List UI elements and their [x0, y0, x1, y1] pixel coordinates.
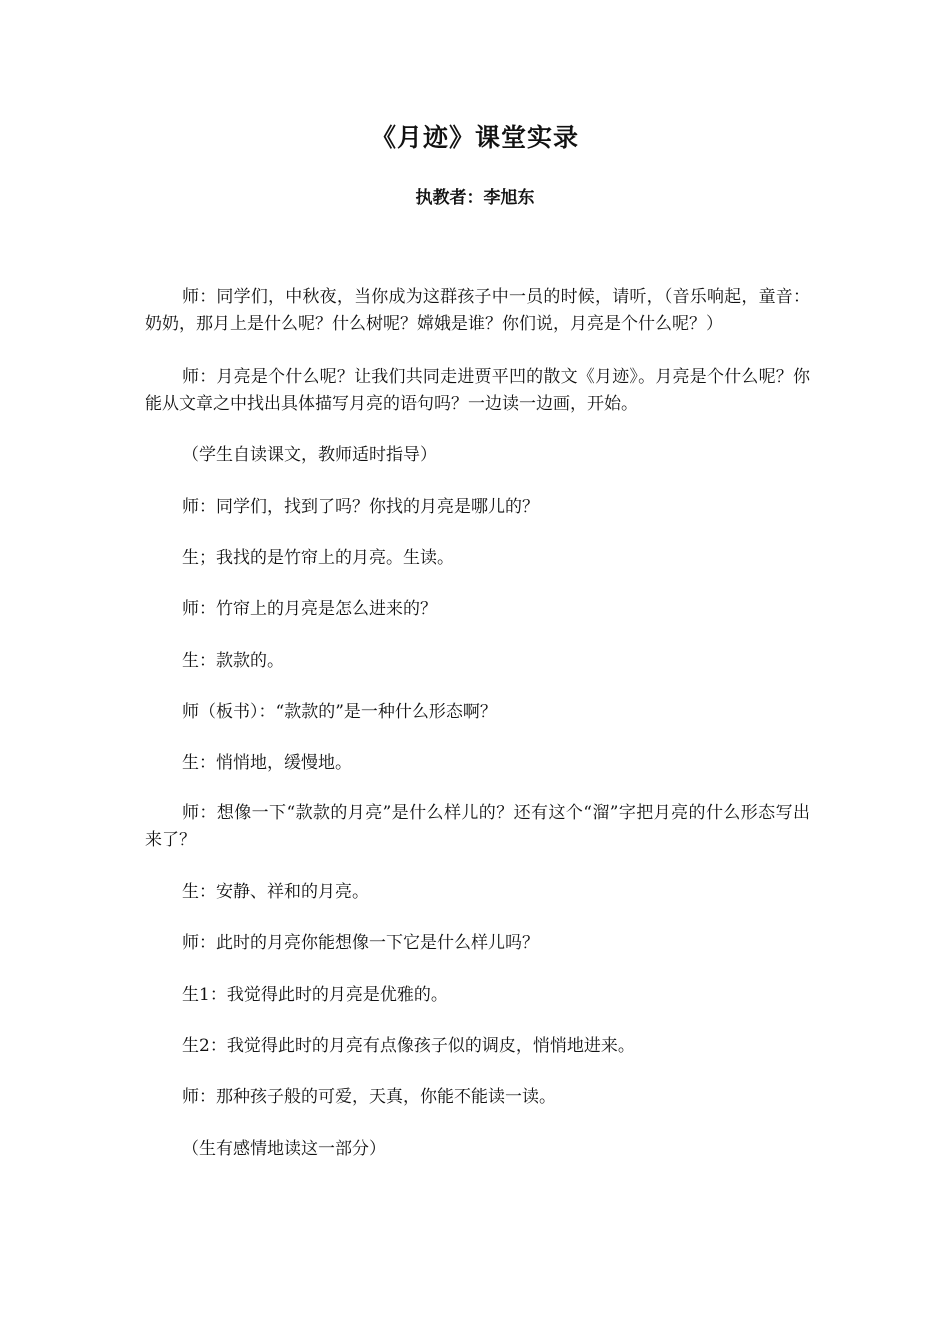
paragraph: 师：同学们，找到了吗？你找的月亮是哪儿的？ — [182, 497, 539, 517]
paragraph: 生：款款的。 — [182, 651, 284, 671]
paragraph: 生；我找的是竹帘上的月亮。生读。 — [182, 548, 454, 568]
paragraph: 生：悄悄地，缓慢地。 — [182, 753, 352, 773]
paragraph: 师：竹帘上的月亮是怎么进来的？ — [182, 599, 437, 619]
paragraph: 师：那种孩子般的可爱，天真，你能不能读一读。 — [182, 1087, 556, 1107]
paragraph: 师：月亮是个什么呢？让我们共同走进贾平凹的散文《月迹》。月亮是个什么呢？你能从文章之中找出具体描写月亮的语句吗？一边读一边画，开始。 — [145, 367, 810, 414]
paragraph: （生有感情地读这一部分） — [182, 1139, 386, 1159]
paragraph: 生：安静、祥和的月亮。 — [182, 882, 369, 902]
paragraph: （学生自读课文，教师适时指导） — [182, 445, 437, 465]
paragraph: 师：同学们，中秋夜，当你成为这群孩子中一员的时候，请听，（音乐响起，童音：奶奶，那月上是什么呢？什么树呢？嫦娥是谁？你们说，月亮是个什么呢？） — [145, 287, 810, 334]
paragraph: 生2：我觉得此时的月亮有点像孩子似的调皮，悄悄地进来。 — [182, 1036, 635, 1056]
paragraph: 师：此时的月亮你能想像一下它是什么样儿吗？ — [182, 933, 539, 953]
paragraph: 师：想像一下“款款的月亮”是什么样儿的？还有这个“溜”字把月亮的什么形态写出来了？ — [145, 803, 810, 850]
paragraph: 生1：我觉得此时的月亮是优雅的。 — [182, 985, 448, 1005]
paragraph: 师（板书）：“款款的”是一种什么形态啊？ — [182, 702, 497, 722]
document-title: 《月迹》课堂实录 — [370, 123, 579, 152]
author-line: 执教者：李旭东 — [415, 188, 535, 208]
